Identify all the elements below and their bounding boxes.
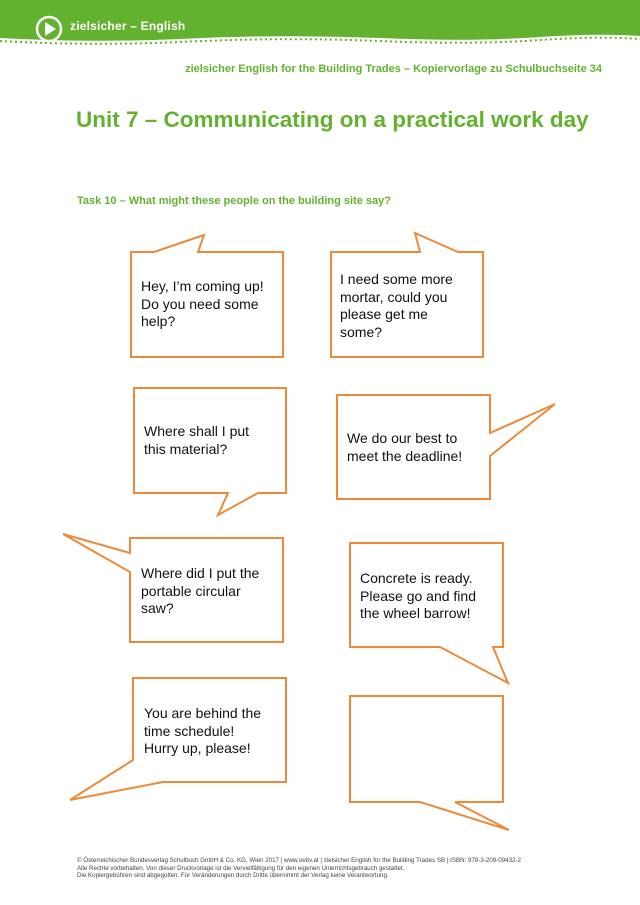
bubble-line: Hurry up, please! <box>144 740 251 756</box>
footer-fees: Die Kopiergebühren sind abgegolten. Für Veränderungen durch Dritte übernimmt der Verlag keine Verantwortung. <box>77 872 389 880</box>
bubble-line: please get me <box>340 306 428 322</box>
footer-rights: Alle Rechte vorbehalten. Von dieser Druckvorlage ist die Vervielfältigung für den eigenen Unterrichtsgebrauch gestattet. <box>77 864 405 872</box>
bubble-line: this material? <box>144 440 228 457</box>
bubble-line: portable circular <box>141 582 241 599</box>
bubble-line: time schedule! <box>144 722 235 739</box>
header-note: zielsicher English for the Building Trades – Kopiervorlage zu Schulbuchseite 34 <box>185 63 602 75</box>
bubble-line: help? <box>141 313 176 329</box>
bubble-line: Where shall I put <box>144 423 250 439</box>
bubble-text-2 <box>340 271 453 341</box>
bubble-line: Do you need some <box>141 295 259 312</box>
bubble-text-6 <box>360 570 476 623</box>
bubble-text-3 <box>144 423 249 458</box>
bubble-line: Where did I put the <box>141 565 260 581</box>
bubble-line: You are behind the <box>144 705 262 721</box>
bubble-line: the wheel barrow! <box>360 605 471 621</box>
speech-bubble-8 <box>350 696 509 830</box>
task-heading: Task 10 – What might these people on the building site say? <box>77 195 391 207</box>
brand-name: zielsicher – English <box>70 19 186 33</box>
bubble-line: Please go and find <box>360 587 476 604</box>
bubble-text-7 <box>144 705 261 758</box>
bubble-text-5 <box>141 565 259 618</box>
bubble-line: some? <box>340 323 383 340</box>
bubble-line: Hey, I’m coming up! <box>141 278 264 294</box>
bubble-text-1 <box>141 278 264 331</box>
footer <box>77 857 597 880</box>
bubble-line: Concrete is ready. <box>360 570 473 586</box>
page-title: Unit 7 – Communicating on a practical work day <box>76 107 589 132</box>
bubble-line: I need some more <box>340 271 453 287</box>
bubble-line: meet the deadline! <box>347 447 463 464</box>
footer-copyright: © Österreichischer Bundesverlag Schulbuch GmbH & Co. KG, Wien 2017 | www.oebv.at | zielsicher English for the Building Trades SB | ISBN: 978-3-209-09432-2 <box>77 857 521 864</box>
bubble-text-4 <box>347 430 462 465</box>
bubble-line: mortar, could you <box>340 288 448 305</box>
bubble-line: We do our best to <box>347 430 458 446</box>
bubble-line: saw? <box>141 600 174 616</box>
